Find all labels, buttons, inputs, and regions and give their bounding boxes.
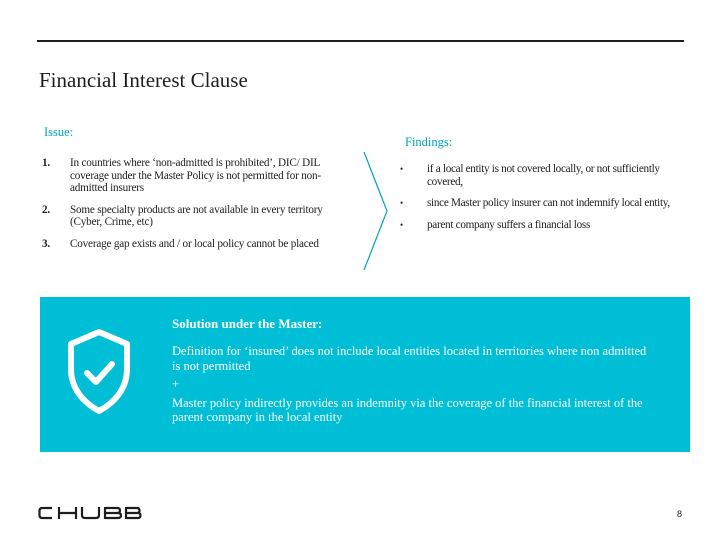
finding-text: parent company suffers a financial loss: [427, 218, 590, 231]
issue-heading: Issue:: [44, 125, 74, 139]
issue-item: [42, 238, 342, 251]
bullet: •: [400, 219, 403, 230]
finding-item: [400, 219, 680, 232]
solution-paragraph: Master policy indirectly provides an indemnity via the coverage of the financial interest of the parent company in the local entity: [172, 395, 643, 424]
issue-text: Some specialty products are not available in every territory (Cyber, Crime, etc): [70, 203, 323, 228]
issue-number: 3.: [42, 237, 50, 250]
solution-panel: [40, 297, 690, 452]
plus-sign: +: [172, 377, 180, 391]
chubb-logo: [38, 506, 142, 520]
slide-title: Financial Interest Clause: [39, 68, 248, 92]
issue-number: 2.: [42, 203, 50, 216]
finding-item: [400, 197, 680, 210]
chevron-right-icon: [362, 150, 390, 272]
issue-number: 1.: [42, 157, 50, 169]
issue-list: [42, 157, 342, 259]
page-number: 8: [677, 509, 683, 519]
issue-text: In countries where ‘non-admitted is prohibited’, DIC/ DIL coverage under the Master Policy is not permitted for non-admitted insurers: [70, 157, 321, 194]
solution-body: [172, 344, 652, 429]
solution-paragraph: Definition for ‘insured’ does not include local entities located in territories where non admitted is not permitted: [172, 344, 647, 373]
findings-heading: Findings:: [405, 135, 453, 149]
bullet: •: [400, 164, 403, 174]
issue-item: [42, 204, 342, 229]
shield-check-icon: [64, 327, 134, 417]
issue-item: [42, 157, 342, 195]
bullet: •: [400, 198, 403, 208]
findings-list: [400, 163, 680, 240]
finding-text: if a local entity is not covered locally, or not sufficiently covered,: [427, 163, 660, 188]
top-divider: [37, 40, 684, 42]
finding-item: [400, 163, 680, 188]
finding-text: since Master policy insurer can not indemnify local entity,: [427, 197, 670, 209]
issue-text: Coverage gap exists and / or local policy cannot be placed: [70, 237, 319, 250]
solution-title: Solution under the Master:: [172, 316, 323, 331]
